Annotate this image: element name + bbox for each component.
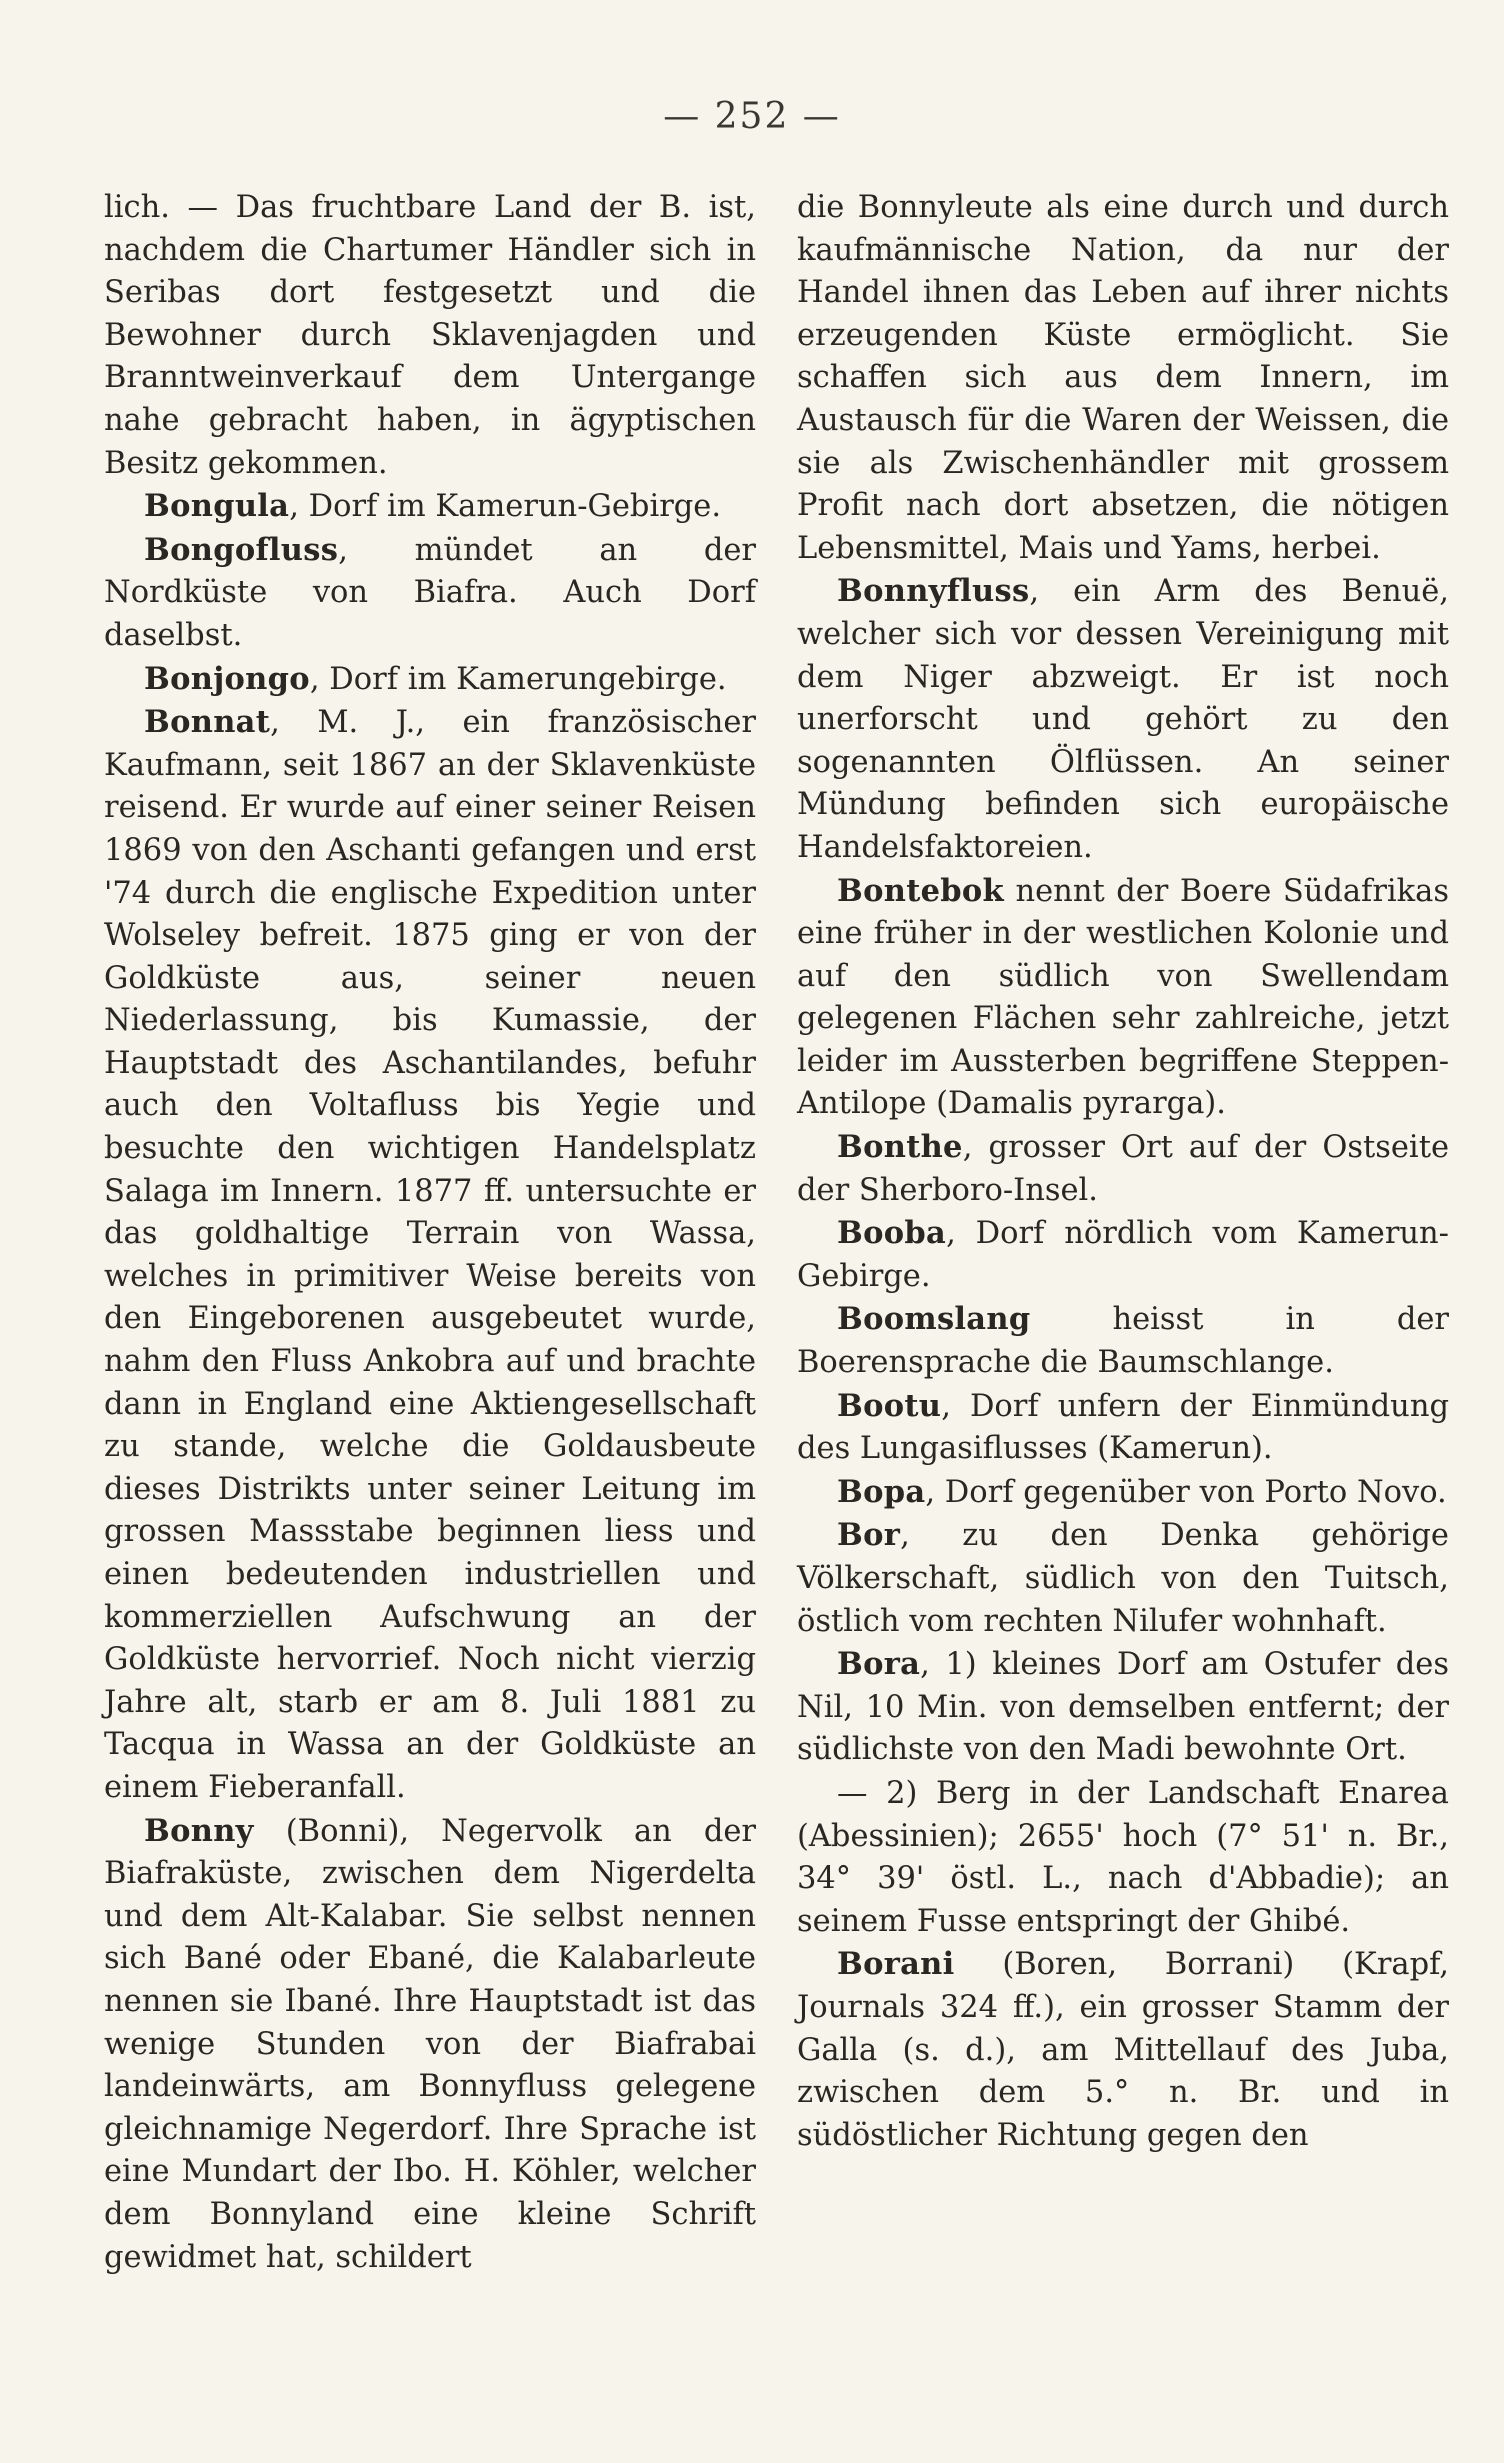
entry-paragraph <box>797 1212 1449 1298</box>
entry-paragraph <box>797 870 1449 1127</box>
left-column <box>104 186 756 2279</box>
entry-paragraph <box>797 570 1449 869</box>
entry-headword: Bonthe <box>837 1129 963 1166</box>
entry-text: , Dorf im Kamerungebirge. <box>309 661 727 697</box>
entry-headword: Bor <box>837 1517 901 1554</box>
entry-paragraph <box>797 186 1449 570</box>
entry-text: heisst in der Boerensprache die Baumschlange. <box>797 1302 1449 1381</box>
entry-paragraph <box>797 1126 1449 1212</box>
entry-paragraph <box>797 1943 1449 2157</box>
entry-headword: Bonny <box>144 1812 254 1849</box>
entry-text: , Dorf im Kamerun-Gebirge. <box>289 489 722 525</box>
entry-text: , 1) kleines Dorf am Ostufer des Nil, 10 Min. von demselben entfernt; der südlichste von den Madi bewohnte Ort. <box>797 1647 1449 1768</box>
right-column <box>797 186 1449 2157</box>
entry-text: , Dorf gegenüber von Porto Novo. <box>925 1474 1447 1510</box>
entry-paragraph <box>797 1514 1449 1643</box>
entry-paragraph <box>104 485 756 529</box>
entry-text: , M. J., ein französischer Kaufmann, seit 1867 an der Sklavenküste reisend. Er wurde auf einer seiner Reisen 1869 von den Aschanti gefangen und erst '74 durch die englische Expedition unter Wolseley befreit. 1875 ging er von der Goldküste aus, seiner neuen Niederlassung, bis Kumassie, der Hauptstadt des Aschantilandes, befuhr auch den Voltafluss bis Yegie und besuchte den wichtigen Handelsplatz Salaga im Innern. 1877 ff. untersuchte er das goldhaltige Terrain von Wassa, welches in primitiver Weise bereits von den Eingeborenen ausgebeutet wurde, nahm den Fluss Ankobra auf und brachte dann in England eine Aktiengesellschaft zu stande, welche die Goldausbeute dieses Distrikts unter seiner Leitung im grossen Massstabe beginnen liess und einen bedeutenden industriellen und kommerziellen Aufschwung an der Goldküste hervorrief. Noch nicht vierzig Jahre alt, starb er am 8. Juli 1881 zu Tacqua in Wassa an der Goldküste an einem Fieberanfall. <box>104 705 756 1805</box>
entry-text: — 2) Berg in der Landschaft Enarea (Abessinien); 2655' hoch (7° 51' n. Br., 34° 39' östl. L., nach d'Abbadie); an seinem Fusse entspringt der Ghibé. <box>797 1775 1449 1939</box>
entry-paragraph <box>797 1643 1449 1772</box>
entry-text: die Bonnyleute als eine durch und durch kaufmännische Nation, da nur der Handel ihnen das Leben auf ihrer nichts erzeugenden Küste ermöglicht. Sie schaffen sich aus dem Innern, im Austausch für die Waren der Weissen, die sie als Zwischenhändler mit grossem Profit nach dort absetzen, die nötigen Lebensmittel, Mais und Yams, herbei. <box>797 190 1449 566</box>
entry-text: , ein Arm des Benuë, welcher sich vor dessen Vereinigung mit dem Niger abzweigt. Er ist noch unerforscht und gehört zu den sogenannten Ölflüssen. An seiner Mündung befinden sich europäische Handelsfaktoreien. <box>797 574 1449 865</box>
entry-headword: Bopa <box>837 1473 926 1510</box>
page-number: — 252 — <box>663 96 841 137</box>
entry-headword: Bontebok <box>837 872 1004 909</box>
entry-text: (Boren, Borrani) (Krapf, Journals 324 ff.), ein grosser Stamm der Galla (s. d.), am Mittellauf des Juba, zwischen dem 5.° n. Br. und in südöstlicher Richtung gegen den <box>797 1947 1449 2153</box>
entry-paragraph <box>797 1471 1449 1515</box>
entry-headword: Bootu <box>837 1387 942 1424</box>
entry-paragraph <box>797 1772 1449 1943</box>
entry-headword: Borani <box>837 1946 955 1983</box>
entry-text: , Dorf nördlich vom Kamerun-Gebirge. <box>797 1216 1449 1294</box>
entry-text: , zu den Denka gehörige Völkerschaft, südlich von den Tuitsch, östlich vom rechten Nilufer wohnhaft. <box>797 1518 1449 1639</box>
entry-paragraph <box>104 658 756 702</box>
entry-text: lich. — Das fruchtbare Land der B. ist, nachdem die Chartumer Händler sich in Seribas dort festgesetzt und die Bewohner durch Sklavenjagden und Branntweinverkauf dem Untergange nahe gebracht haben, in ägyptischen Besitz gekommen. <box>104 190 756 481</box>
entry-paragraph <box>104 529 756 658</box>
entry-text: nennt der Boere Südafrikas eine früher in der westlichen Kolonie und auf den südlich von Swellendam gelegenen Flächen sehr zahlreiche, jetzt leider im Aussterben begriffene Steppen-Antilope (Damalis pyrarga). <box>797 873 1449 1122</box>
entry-paragraph <box>797 1298 1449 1384</box>
entry-text: , Dorf unfern der Einmündung des Lungasiflusses (Kamerun). <box>797 1388 1449 1467</box>
entry-paragraph <box>104 701 756 1809</box>
entry-paragraph <box>104 186 756 485</box>
entry-headword: Bonjongo <box>144 660 310 697</box>
entry-headword: Bonnat <box>144 704 271 741</box>
entry-text: , mündet an der Nordküste von Biafra. Auch Dorf daselbst. <box>104 532 756 653</box>
entry-text: (Bonni), Negervolk an der Biafraküste, zwischen dem Nigerdelta und dem Alt-Kalabar. Sie selbst nennen sich Bané oder Ebané, die Kalabarleute nennen sie Ibané. Ihre Hauptstadt ist das wenige Stunden von der Biafrabai landeinwärts, am Bonnyfluss gelegene gleichnamige Negerdorf. Ihre Sprache ist eine Mundart der Ibo. H. Köhler, welcher dem Bonnyland eine kleine Schrift gewidmet hat, schildert <box>104 1813 756 2275</box>
entry-headword: Bora <box>837 1646 921 1683</box>
entry-headword: Bongula <box>144 488 290 525</box>
entry-headword: Bongofluss <box>144 531 339 568</box>
entry-text: , grosser Ort auf der Ostseite der Sherboro-Insel. <box>797 1130 1449 1208</box>
entry-headword: Bonnyfluss <box>837 573 1030 610</box>
entry-headword: Booba <box>837 1215 947 1252</box>
entry-paragraph <box>797 1385 1449 1471</box>
entry-paragraph <box>104 1810 756 2280</box>
entry-headword: Boomslang <box>837 1301 1031 1338</box>
